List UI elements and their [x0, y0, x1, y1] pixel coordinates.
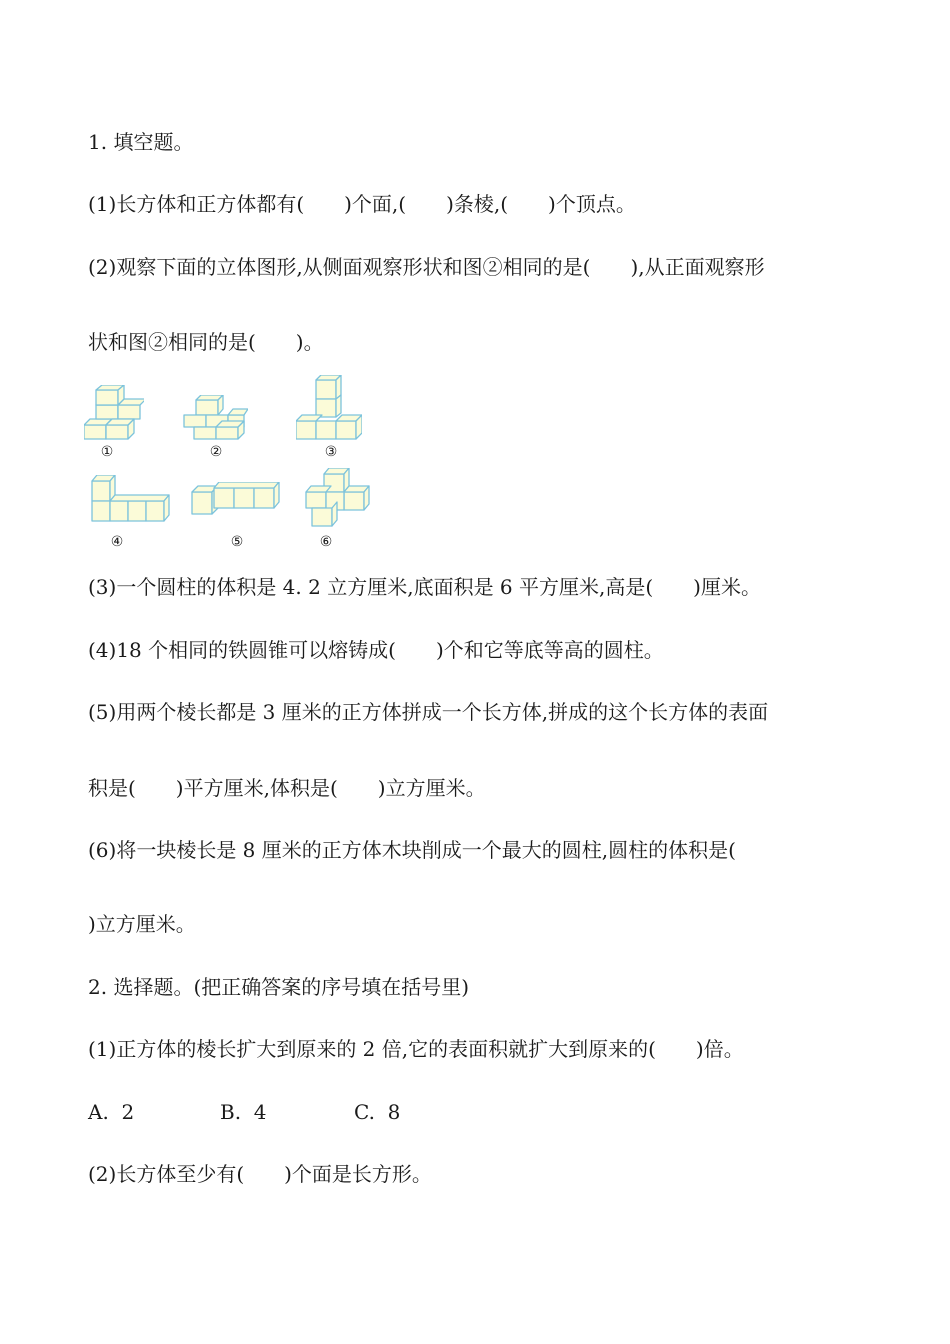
question-1-2-line2: 状和图②相同的是( )。: [88, 330, 324, 354]
question-1-2-line1: (2)观察下面的立体图形,从侧面观察形状和图②相同的是( ),从正面观察形: [88, 255, 765, 279]
question-1-3: (3)一个圆柱的体积是 4. 2 立方厘米,底面积是 6 平方厘米,高是( )厘米。: [88, 575, 761, 599]
figure-label-2: ②: [209, 444, 223, 460]
cube-figure-1: [84, 385, 144, 441]
cube-figure-6: [304, 468, 374, 528]
figure-label-5: ⑤: [230, 534, 244, 550]
section1-heading: 1. 填空题。: [88, 130, 194, 154]
option-b: B. 4: [220, 1100, 267, 1124]
cube-figure-4: [88, 475, 174, 523]
question-1-6-line2: )立方厘米。: [88, 912, 196, 936]
figure-label-4: ④: [110, 534, 124, 550]
cube-figure-5: [190, 482, 282, 516]
question-1-5-line1: (5)用两个棱长都是 3 厘米的正方体拼成一个长方体,拼成的这个长方体的表面: [88, 700, 769, 724]
question-2-2: (2)长方体至少有( )个面是长方形。: [88, 1162, 432, 1186]
question-1-1: (1)长方体和正方体都有( )个面,( )条棱,( )个顶点。: [88, 192, 636, 216]
figure-label-1: ①: [100, 444, 114, 460]
figure-label-6: ⑥: [319, 534, 333, 550]
option-c: C. 8: [354, 1100, 401, 1124]
question-1-6-line1: (6)将一块棱长是 8 厘米的正方体木块削成一个最大的圆柱,圆柱的体积是(: [88, 838, 736, 862]
question-1-4: (4)18 个相同的铁圆锥可以熔铸成( )个和它等底等高的圆柱。: [88, 638, 664, 662]
section2-heading: 2. 选择题。(把正确答案的序号填在括号里): [88, 975, 470, 999]
cube-figures: [80, 370, 390, 560]
question-2-1: (1)正方体的棱长扩大到原来的 2 倍,它的表面积就扩大到原来的( )倍。: [88, 1037, 744, 1061]
cube-figure-3: [296, 375, 362, 441]
cube-figure-2: [182, 395, 248, 441]
question-1-5-line2: 积是( )平方厘米,体积是( )立方厘米。: [88, 776, 486, 800]
option-a: A. 2: [88, 1100, 135, 1124]
figure-label-3: ③: [324, 444, 338, 460]
